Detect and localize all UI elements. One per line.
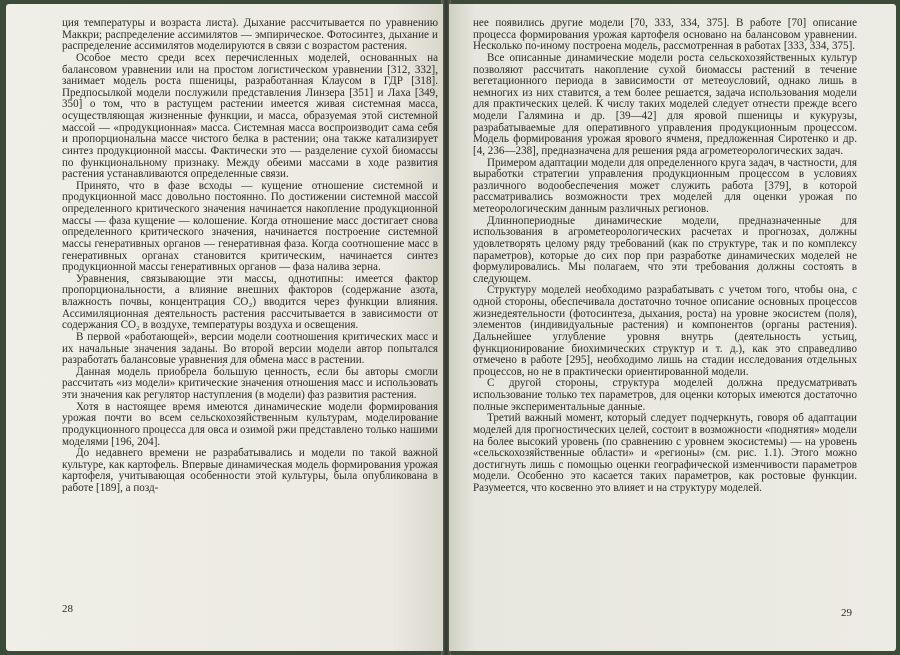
paragraph: нее появились другие модели [70, 333, 334, 375]. В работе [70] описание процесса формирования урожая картофеля основано на балансовом уравнении. Несколько по-иному построена модель, рассмотренная в работах [333, 334, 375]. <box>473 17 857 53</box>
paragraph: Принято, что в фазе всходы — кущение отношение системной и продукционной масс довольно постоянно. По достижении системной массой определенного критического значения начинается накопление продукционной массы — фаза кущение — колошение. Когда отношение масс достигает снова определенного критического значения, начинается построение системной массы генеративных органов — генеративная фаза. Когда соотношение масс в генеративных органах становится критическим, начинается синтез продукционной массы генеративных органов — фаза налива зерна. <box>62 179 438 274</box>
paragraph: ция температуры и возраста листа). Дыхание рассчитывается по уравнению Маккри; распределение ассимилятов — эмпирическое. Фотосинтез, дыхание и распределение ассимилятов моделируются в связи с возрастом растения. <box>62 17 438 53</box>
right-page-text <box>473 18 857 495</box>
paragraph: Особое место среди всех перечисленных моделей, основанных на балансовом уравнении или на простом логистическом уравнении [312, 332], занимает модель роста пшеницы, разработанная Клаусом в ГДР [318]. Предпосылкой модели послужили представления Линзера [351] и Лаха [349, 350] о том, что в растущем растении имеется живая системная масса, осуществляющая жизненные функции, и масса, образуемая этой системной массой — «продукционная» масса. Системная масса воспроизводит сама себя и пропорциональна массе чистого белка в растении; она также катализирует синтез продукционной массы. Фактически это — разделение сухой биомассы по функциональному признаку. Между обеими массами в ходе развития растения устанавливаются определенные связи. <box>62 51 438 181</box>
page-number: 28 <box>62 603 73 615</box>
left-page <box>6 4 443 651</box>
paragraph: Третий важный момент, который следует подчеркнуть, говоря об адаптации моделей для прогностических целей, состоит в возможности «поднятия» модели на более высокий уровень (по сравнению с уровнем экосистемы) — на уровень «сельскохозяйственные области» и «регионы» (см. рис. 1.1). Этого можно достигнуть лишь с помощью оценки географической изменчивости параметров модели. Особенно это касается таких параметров, как ростовые функции. Разумеется, что косвенно это влияет и на структуру моделей. <box>473 412 857 494</box>
paragraph: До недавнего времени не разрабатывались и модели по такой важной культуре, как картофель. Впервые динамическая модель формирования урожая картофеля, учитывающая особенности этой культуры, была опубликована в работе [189], а позд- <box>62 447 438 494</box>
paragraph: Все описанные динамические модели роста сельскохозяйственных культур позволяют рассчитать накопление сухой биомассы растений в течение вегетационного периода в зависимости от метеоусловий, однако лишь в немногих из них ставится, а тем более решается, задача использования модели для практических целей. К числу таких моделей следует отнести прежде всего модели Галямина и др. [39—42] для яровой пшеницы и кукурузы, разрабатываемые для оперативного управления продукционным процессом. Модель формирования урожая ярового ячменя, предложенная Сиротенко и др. [4, 236—238], предназначена для решения ряда агрометеорологических задач. <box>473 51 857 157</box>
paragraph: В первой «работающей», версии модели соотношения критических масс и их начальные значения заданы. Во второй версии модели автор попытался разработать балансовые уравнения для обмена масс в растении. <box>62 330 438 367</box>
paragraph: Хотя в настоящее время имеются динамические модели формирования урожая почти во всем сельскохозяйственным культурам, моделирование продукционного процесса для овса и озимой ржи представлено только нашими моделями [196, 204]. <box>62 400 438 448</box>
paragraph: Уравнения, связывающие эти массы, однотипны: имеется фактор пропорциональности, а влияние внешних факторов (содержание азота, влажность почвы, концентрация CO₂) вводится через функции влияния. Ассимиляционная деятельность растения рассчитывается в зависимости от содержания CO₂ в воздухе, температуры воздуха и освещения. <box>62 272 438 332</box>
paragraph: Длиннопериодные динамические модели, предназначенные для использования в агрометеорологических расчетах и прогнозах, должны удовлетворять целому ряду требований (как по структуре, так и по комплексу параметров), которые до сих пор при разработке динамических моделей не формулировались. Мы полагаем, что эти требования должны состоять в следующем. <box>473 214 857 285</box>
paragraph: Примером адаптации модели для определенного круга задач, в частности, для выработки стратегии управления продукционным процессом в условиях различного водообеспечения может служить работа [379], в которой рассматривались возможности трех моделей для оценки урожая по метеорологическим данным различных регионов. <box>473 156 857 215</box>
left-page-text <box>62 18 438 495</box>
paragraph: Структуру моделей необходимо разрабатывать с учетом того, чтобы она, с одной стороны, обеспечивала достаточно точное описание основных процессов жизнедеятельности (фотосинтеза, дыхания, роста) на уровне экосистем (поля), элементов (индивидуальные растения) и компонентов (органы растения). Дальнейшее углубление уровня внутрь (деятельность устьиц, функционирование биохимических структур и т. д.), как это справедливо отмечено в работе [295], необходимо лишь на стадии исследования отдельных процессов, но не в практически ориентированной модели. <box>473 284 857 378</box>
paragraph: С другой стороны, структура моделей должна предусматривать использование только тех параметров, для оценки которых имеются достаточно полные экспериментальные данные. <box>473 377 857 413</box>
page-number: 29 <box>841 607 852 619</box>
right-page <box>449 4 896 651</box>
paragraph: Данная модель приобрела бо́льшую ценность, если бы авторы смогли рассчитать «из модели» критические значения отношения масс и использовать эти значения как регулятор наступления (в модели) фаз развития растения. <box>62 365 438 401</box>
